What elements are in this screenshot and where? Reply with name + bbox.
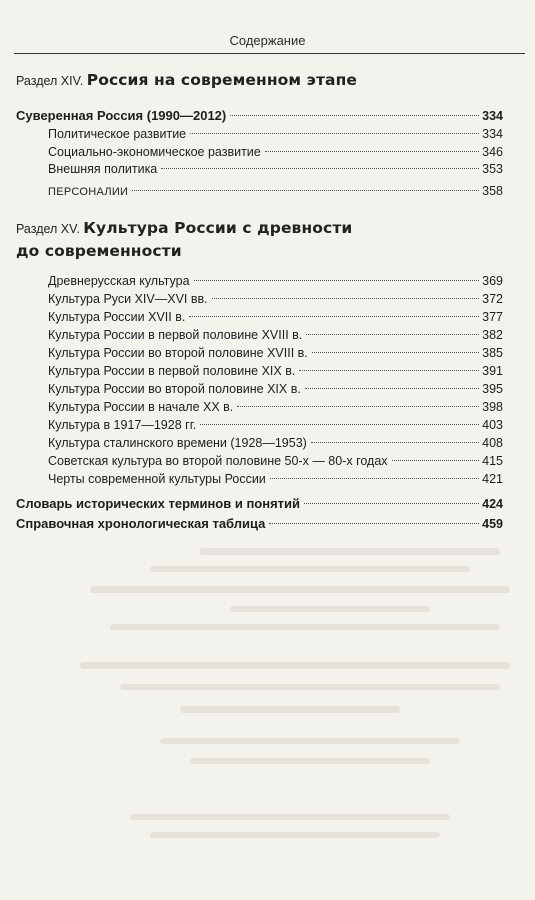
toc-entry-page: 334 — [482, 127, 503, 141]
toc-entry-title: Словарь исторических терминов и понятий — [16, 496, 301, 511]
toc-entry-page: 403 — [482, 418, 503, 432]
toc-entry-page: 353 — [482, 162, 503, 176]
toc-entry-title: Культура России в первой половине XIX в. — [48, 364, 296, 378]
toc-entry-page: 334 — [482, 109, 503, 123]
section-14-prefix: Раздел XIV. — [16, 74, 84, 88]
toc-entry-title: Культура России XVII в. — [48, 310, 186, 324]
toc-entry-page: 398 — [482, 400, 503, 414]
toc-entry-title: Советская культура во второй половине 50-х — 80-х годах — [48, 454, 388, 468]
toc-entry-title: Культура России во второй половине XVIII в. — [48, 346, 308, 360]
toc-entry-page: 415 — [482, 454, 503, 468]
toc-entry-title: Культура Руси XIV—XVI вв. — [48, 292, 208, 306]
section-15-title-line1: Культура России с древности — [83, 219, 353, 237]
toc-entry-title: Древнерусская культура — [48, 274, 190, 288]
section-15-title-line2: до современности — [16, 242, 182, 260]
toc-entry-title: Социально-экономическое развитие — [48, 145, 261, 159]
toc-entry-page: 382 — [482, 328, 503, 342]
toc-entry-page: 421 — [482, 472, 503, 486]
toc-entry-page: 358 — [482, 184, 503, 198]
toc-entry-page: 391 — [482, 364, 503, 378]
page-header-title: Содержание — [229, 33, 306, 48]
toc-entry-title: Суверенная Россия (1990—2012) — [16, 108, 227, 123]
toc-entry-title: Политическое развитие — [48, 127, 187, 141]
toc-entry-title: Культура России в начале XX в. — [48, 400, 234, 414]
toc-entry-page: 385 — [482, 346, 503, 360]
toc-entry-page: 369 — [482, 274, 503, 288]
toc-entry-page: 372 — [482, 292, 503, 306]
toc-entry-page: 377 — [482, 310, 503, 324]
toc-entry-title: Справочная хронологическая таблица — [16, 516, 266, 531]
toc-entry-title: Черты современной культуры России — [48, 472, 266, 486]
toc-entry-title: ПЕРСОНАЛИИ — [48, 186, 129, 198]
toc-entry-page: 395 — [482, 382, 503, 396]
toc-entry-page: 459 — [482, 517, 503, 531]
section-15-prefix: Раздел XV. — [16, 222, 80, 236]
toc-entry-title: Культура России в первой половине XVIII в. — [48, 328, 303, 342]
toc-entry-title: Культура России во второй половине XIX в. — [48, 382, 301, 396]
toc-entry-title: Культура сталинского времени (1928—1953) — [48, 436, 307, 450]
section-14-title: Россия на современном этапе — [86, 71, 358, 89]
toc-entry-page: 424 — [482, 497, 503, 511]
toc-entry-title: Внешняя политика — [48, 162, 158, 176]
toc-entry-title: Культура в 1917—1928 гг. — [48, 418, 197, 432]
toc-entry-page: 346 — [482, 145, 503, 159]
toc-entry-page: 408 — [482, 436, 503, 450]
